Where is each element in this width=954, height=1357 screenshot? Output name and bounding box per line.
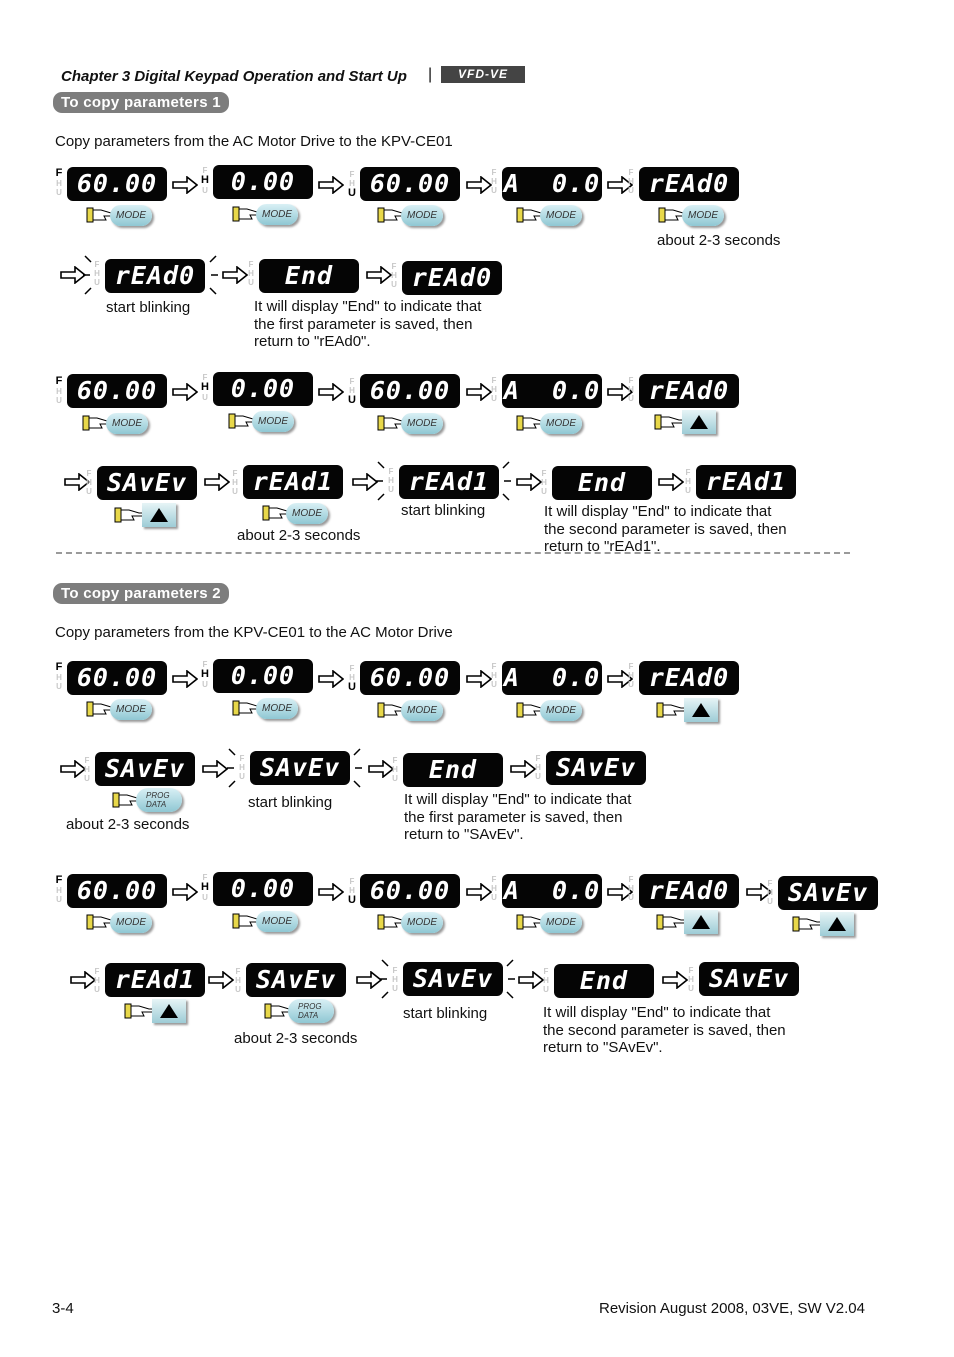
arrow-right-icon bbox=[208, 971, 234, 989]
arrow-right-icon bbox=[318, 383, 344, 401]
fhu-indicator: F H U bbox=[55, 375, 63, 405]
mode-key[interactable] bbox=[232, 202, 302, 228]
led-display: A 0.0 bbox=[502, 374, 602, 408]
up-key[interactable] bbox=[654, 410, 724, 436]
fhu-indicator: F H U bbox=[55, 661, 63, 691]
up-button[interactable] bbox=[684, 910, 718, 934]
mode-key[interactable] bbox=[228, 409, 298, 435]
fhu-indicator: F H U bbox=[388, 467, 394, 494]
up-triangle-icon bbox=[689, 414, 709, 430]
mode-button[interactable]: MODE bbox=[401, 205, 443, 226]
header-separator: | bbox=[428, 66, 433, 83]
pointing-hand-icon bbox=[656, 701, 686, 719]
up-triangle-icon bbox=[827, 916, 847, 932]
up-key[interactable] bbox=[656, 698, 726, 724]
up-button[interactable] bbox=[152, 999, 186, 1023]
fhu-indicator: F H U bbox=[55, 874, 63, 904]
led-display: rEAd1 bbox=[105, 963, 205, 997]
mode-button[interactable]: MODE bbox=[256, 911, 298, 932]
mode-button[interactable]: MODE bbox=[682, 205, 724, 226]
fhu-indicator: F H U bbox=[543, 967, 549, 994]
up-triangle-icon bbox=[691, 702, 711, 718]
led-display: rEAd0 bbox=[402, 261, 502, 295]
prog-data-key[interactable] bbox=[264, 999, 336, 1025]
mode-button[interactable]: MODE bbox=[252, 411, 294, 432]
led-display: SAvEv bbox=[250, 751, 350, 785]
arrow-right-icon bbox=[204, 473, 230, 491]
fhu-indicator: F H U bbox=[348, 170, 356, 199]
fhu-indicator: F H U bbox=[628, 376, 634, 403]
arrow-right-icon bbox=[172, 670, 198, 688]
arrow-right-icon bbox=[172, 383, 198, 401]
fhu-indicator: F H U bbox=[55, 167, 63, 197]
arrow-right-icon bbox=[356, 971, 382, 989]
fhu-indicator: F H U bbox=[491, 168, 497, 195]
fhu-indicator: F H U bbox=[94, 967, 100, 994]
up-key[interactable] bbox=[656, 910, 726, 936]
arrow-right-icon bbox=[202, 760, 228, 778]
prog-data-button[interactable]: PROG DATA bbox=[136, 788, 182, 812]
timing-note: about 2-3 seconds bbox=[237, 527, 361, 544]
pointing-hand-icon bbox=[654, 413, 684, 431]
led-display: rEAd1 bbox=[399, 465, 499, 499]
section1-title: To copy parameters 1 bbox=[53, 92, 229, 113]
up-triangle-icon bbox=[159, 1003, 179, 1019]
led-display: 0.00 bbox=[213, 659, 313, 693]
prog-data-key[interactable] bbox=[112, 788, 184, 814]
led-display: End bbox=[552, 466, 652, 500]
fhu-indicator: F H U bbox=[391, 262, 397, 289]
section1-intro: Copy parameters from the AC Motor Drive to the KPV-CE01 bbox=[55, 133, 453, 150]
led-display: A 0.0 bbox=[502, 874, 602, 908]
mode-key[interactable] bbox=[377, 910, 447, 936]
led-display: SAvEv bbox=[97, 466, 197, 500]
led-display: End bbox=[403, 753, 503, 787]
blink-note: start blinking bbox=[248, 794, 333, 811]
pointing-hand-icon bbox=[114, 506, 144, 524]
fhu-indicator: F H U bbox=[688, 966, 694, 993]
led-display: rEAd0 bbox=[639, 874, 739, 908]
led-display: 60.00 bbox=[67, 661, 167, 695]
led-display: End bbox=[259, 259, 359, 293]
arrow-right-icon bbox=[318, 670, 344, 688]
mode-key[interactable] bbox=[232, 696, 302, 722]
fhu-indicator: F H U bbox=[685, 468, 691, 495]
fhu-indicator: F H U bbox=[628, 168, 634, 195]
end-note: It will display "End" to indicate that the second parameter is saved, then return to "rEAd1". bbox=[544, 503, 787, 556]
led-display: rEAd0 bbox=[105, 259, 205, 293]
up-button[interactable] bbox=[684, 698, 718, 722]
fhu-indicator: F H U bbox=[348, 377, 356, 406]
section2-title: To copy parameters 2 bbox=[53, 583, 229, 604]
arrow-right-icon bbox=[318, 883, 344, 901]
mode-button[interactable]: MODE bbox=[256, 698, 298, 719]
led-display: SAvEv bbox=[778, 876, 878, 910]
arrow-right-icon bbox=[318, 176, 344, 194]
mode-button[interactable]: MODE bbox=[110, 699, 152, 720]
led-display: A 0.0 bbox=[502, 661, 602, 695]
up-button[interactable] bbox=[820, 912, 854, 936]
led-display: 60.00 bbox=[360, 661, 460, 695]
pointing-hand-icon bbox=[656, 913, 686, 931]
fhu-indicator: F H U bbox=[491, 376, 497, 403]
up-button[interactable] bbox=[142, 503, 176, 527]
fhu-indicator: F H U bbox=[535, 754, 541, 781]
fhu-indicator: F H U bbox=[491, 875, 497, 902]
led-display: 0.00 bbox=[213, 165, 313, 199]
mode-button[interactable]: MODE bbox=[110, 912, 152, 933]
mode-key[interactable] bbox=[232, 909, 302, 935]
fhu-indicator: F H U bbox=[84, 756, 90, 783]
mode-button[interactable]: MODE bbox=[256, 204, 298, 225]
mode-button[interactable]: MODE bbox=[540, 205, 582, 226]
end-note: It will display "End" to indicate that the first parameter is saved, then return to "SAvEv". bbox=[404, 791, 632, 844]
mode-button[interactable]: MODE bbox=[286, 503, 328, 524]
fhu-indicator: F H U bbox=[628, 662, 634, 689]
mode-button[interactable]: MODE bbox=[540, 700, 582, 721]
up-triangle-icon bbox=[691, 914, 711, 930]
fhu-indicator: F H U bbox=[239, 754, 245, 781]
pointing-hand-icon bbox=[792, 915, 822, 933]
led-display: End bbox=[554, 964, 654, 998]
section-divider bbox=[56, 552, 850, 554]
arrow-right-icon bbox=[658, 473, 684, 491]
mode-key[interactable] bbox=[377, 698, 447, 724]
led-display: 60.00 bbox=[67, 167, 167, 201]
mode-button[interactable]: MODE bbox=[106, 413, 148, 434]
up-key[interactable] bbox=[114, 503, 184, 529]
arrow-right-icon bbox=[222, 266, 248, 284]
timing-note: about 2-3 seconds bbox=[234, 1030, 358, 1047]
mode-key[interactable] bbox=[516, 910, 586, 936]
fhu-indicator: F H U bbox=[348, 877, 356, 906]
led-display: 60.00 bbox=[360, 374, 460, 408]
mode-button[interactable]: MODE bbox=[110, 205, 152, 226]
timing-note: about 2-3 seconds bbox=[657, 232, 781, 249]
up-key[interactable] bbox=[792, 912, 862, 938]
led-display: rEAd1 bbox=[243, 465, 343, 499]
fhu-indicator: F H U bbox=[232, 469, 238, 496]
mode-key[interactable] bbox=[377, 411, 447, 437]
mode-key[interactable] bbox=[86, 910, 156, 936]
mode-button[interactable]: MODE bbox=[540, 413, 582, 434]
led-display: SAvEv bbox=[546, 751, 646, 785]
led-display: SAvEv bbox=[699, 962, 799, 996]
arrow-right-icon bbox=[172, 176, 198, 194]
led-display: rEAd0 bbox=[639, 661, 739, 695]
fhu-indicator: F H U bbox=[201, 373, 209, 402]
led-display: A 0.0 bbox=[502, 167, 602, 201]
fhu-indicator: F H U bbox=[86, 469, 92, 496]
fhu-indicator: F H U bbox=[541, 469, 547, 496]
up-triangle-icon bbox=[149, 507, 169, 523]
blink-note: start blinking bbox=[403, 1005, 488, 1022]
fhu-indicator: F H U bbox=[201, 660, 209, 689]
fhu-indicator: F H U bbox=[767, 879, 773, 906]
arrow-right-icon bbox=[172, 883, 198, 901]
led-display: 60.00 bbox=[360, 874, 460, 908]
end-note: It will display "End" to indicate that the first parameter is saved, then return to "rEAd0". bbox=[254, 298, 482, 351]
mode-button[interactable]: MODE bbox=[401, 912, 443, 933]
timing-note: about 2-3 seconds bbox=[66, 816, 190, 833]
blink-note: start blinking bbox=[401, 502, 486, 519]
fhu-indicator: F H U bbox=[201, 873, 209, 902]
fhu-indicator: F H U bbox=[201, 166, 209, 195]
end-note: It will display "End" to indicate that the second parameter is saved, then return to "SAvEv". bbox=[543, 1004, 786, 1057]
mode-button[interactable]: MODE bbox=[540, 912, 582, 933]
led-display: rEAd0 bbox=[639, 167, 739, 201]
mode-key[interactable] bbox=[516, 411, 586, 437]
led-display: 0.00 bbox=[213, 372, 313, 406]
prog-data-button[interactable]: PROG DATA bbox=[288, 999, 334, 1023]
mode-key[interactable] bbox=[377, 203, 447, 229]
mode-key[interactable] bbox=[262, 501, 332, 527]
mode-key[interactable] bbox=[86, 203, 156, 229]
section2-intro: Copy parameters from the KPV-CE01 to the AC Motor Drive bbox=[55, 624, 453, 641]
fhu-indicator: F H U bbox=[94, 260, 100, 287]
fhu-indicator: F H U bbox=[392, 966, 398, 993]
mode-button[interactable]: MODE bbox=[401, 413, 443, 434]
page-number: 3-4 bbox=[52, 1300, 74, 1317]
chapter-title: Chapter 3 Digital Keypad Operation and Start Up bbox=[61, 68, 407, 85]
fhu-indicator: F H U bbox=[628, 875, 634, 902]
mode-button[interactable]: MODE bbox=[401, 700, 443, 721]
fhu-indicator: F H U bbox=[235, 967, 241, 994]
up-button[interactable] bbox=[682, 410, 716, 434]
led-display: SAvEv bbox=[95, 752, 195, 786]
blink-note: start blinking bbox=[106, 299, 191, 316]
mode-key[interactable] bbox=[86, 697, 156, 723]
pointing-hand-icon bbox=[124, 1002, 154, 1020]
mode-key[interactable] bbox=[516, 203, 586, 229]
up-key[interactable] bbox=[124, 999, 194, 1025]
led-display: 60.00 bbox=[67, 874, 167, 908]
led-display: rEAd0 bbox=[639, 374, 739, 408]
mode-key[interactable] bbox=[82, 411, 152, 437]
arrow-right-icon bbox=[662, 971, 688, 989]
led-display: SAvEv bbox=[403, 962, 503, 996]
led-display: 0.00 bbox=[213, 872, 313, 906]
revision-text: Revision August 2008, 03VE, SW V2.04 bbox=[599, 1300, 865, 1317]
led-display: 60.00 bbox=[67, 374, 167, 408]
led-display: SAvEv bbox=[246, 963, 346, 997]
led-display: rEAd1 bbox=[696, 465, 796, 499]
fhu-indicator: F H U bbox=[248, 260, 254, 287]
arrow-right-icon bbox=[352, 473, 378, 491]
fhu-indicator: F H U bbox=[348, 664, 356, 693]
fhu-indicator: F H U bbox=[392, 756, 398, 783]
led-display: 60.00 bbox=[360, 167, 460, 201]
vfd-ve-logo: VFD-VE bbox=[441, 66, 525, 83]
mode-key[interactable] bbox=[658, 203, 728, 229]
mode-key[interactable] bbox=[516, 698, 586, 724]
fhu-indicator: F H U bbox=[491, 662, 497, 689]
